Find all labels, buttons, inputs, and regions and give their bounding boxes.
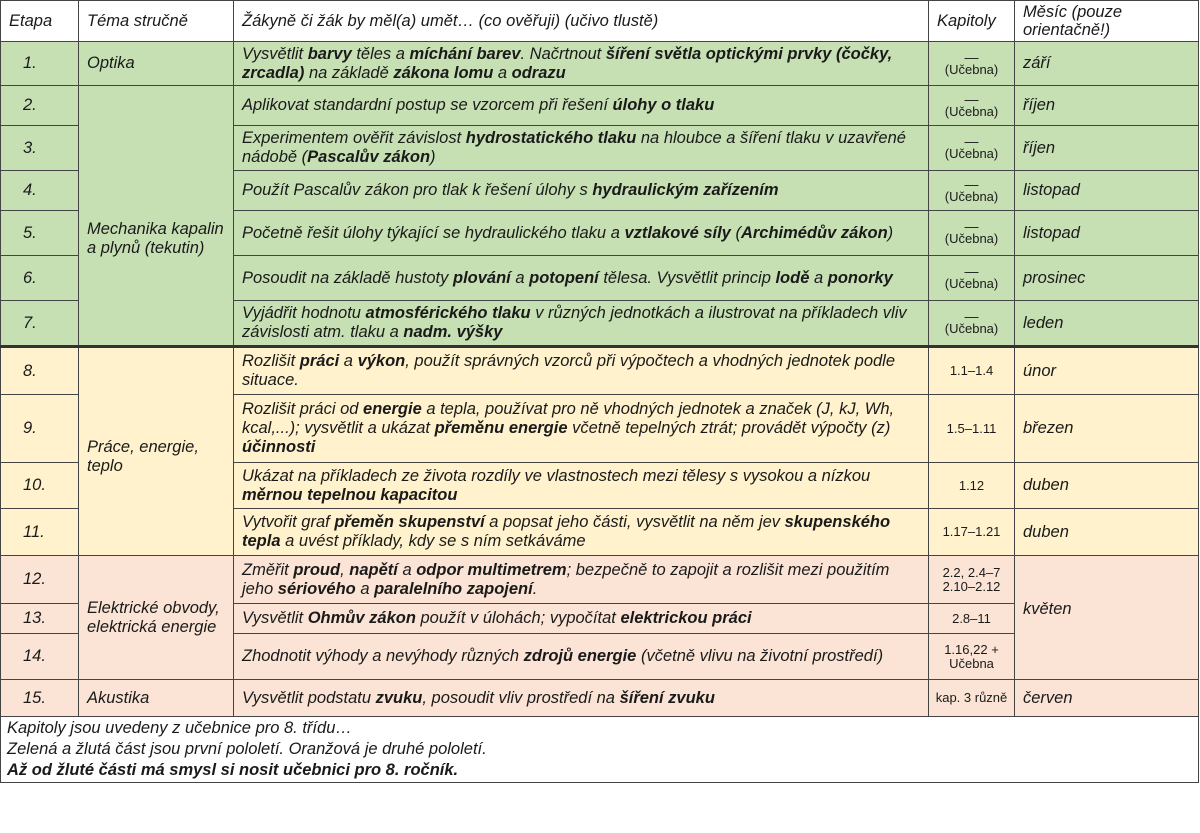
table-row [1, 680, 1199, 717]
row-description: Vyjádřit hodnotu atmosférického tlaku v různých jednotkách a ilustrovat na příkladech vliv závislosti atm. tlaku a nadm. výšky [234, 301, 929, 347]
table-row [1, 86, 1199, 126]
group-optika: Optika [79, 42, 234, 86]
bold-term: Ohmův zákon [307, 609, 416, 627]
row-description: Rozlišit práci a výkon, použít správných vzorců při výpočtech a vhodných jednotek podle situace. [234, 347, 929, 395]
row-etapa: 10. [1, 463, 79, 509]
bold-term: hydraulickým zařízením [592, 181, 779, 199]
bold-term: elektrickou práci [620, 609, 752, 627]
row-mesic: listopad [1015, 171, 1199, 211]
row-etapa: 4. [1, 171, 79, 211]
kap-text: (Učebna) [944, 321, 999, 336]
bold-term: plování [452, 268, 511, 287]
bold-term: odpor multimetrem [416, 560, 567, 579]
row-description: Aplikovat standardní postup se vzorcem při řešení úlohy o tlaku [234, 86, 929, 126]
row-mesic: červen [1015, 680, 1199, 717]
dash: — [964, 308, 979, 324]
row-etapa: 2. [1, 86, 79, 126]
row-etapa: 8. [1, 347, 79, 395]
table-row [1, 42, 1199, 86]
row-description: Změřit proud, napětí a odpor multimetrem; bezpečně to zapojit a rozlišit mezi použitím jeho sériového a paralelního zapojení. [234, 556, 929, 604]
bold-term: šíření světla optickými prvky (čočky, zrcadla) [242, 44, 893, 82]
note-3: Až od žluté části má smysl si nosit učebnici pro 8. ročník. [7, 761, 459, 779]
row-etapa: 6. [1, 256, 79, 301]
row-mesic: duben [1015, 463, 1199, 509]
bold-term: práci [299, 352, 340, 370]
bold-term: zákona lomu [393, 63, 494, 82]
kap-text: (Učebna) [944, 276, 999, 291]
row-kapitoly: 1.1–1.4 [929, 347, 1015, 395]
bold-term: zdrojů energie [523, 647, 637, 665]
bold-term: nadm. výšky [403, 323, 503, 341]
group-akustika: Akustika [79, 680, 234, 717]
bold-term: Pascalův zákon [307, 148, 431, 166]
bold-term: ponorky [827, 268, 893, 287]
bold-term: přeměn skupenství [334, 513, 485, 531]
row-mesic: prosinec [1015, 256, 1199, 301]
bold-term: sériového [277, 579, 356, 598]
row-mesic: duben [1015, 509, 1199, 556]
header-row [1, 1, 1199, 42]
row-etapa: 1. [1, 42, 79, 86]
dash: — [964, 133, 979, 149]
row-kapitoly: 1.5–1.11 [929, 395, 1015, 463]
row-description: Početně řešit úlohy týkající se hydraulického tlaku a vztlakové síly (Archimédův zákon) [234, 211, 929, 256]
bold-term: barvy [307, 44, 352, 63]
row-kapitoly [929, 171, 1015, 211]
row-mesic: říjen [1015, 126, 1199, 171]
bold-term: energie [363, 400, 422, 418]
note-2: Zelená a žlutá část jsou první pololetí. Oranžová je druhé pololetí. [7, 740, 487, 758]
kap-text: (Učebna) [944, 103, 999, 119]
bold-term: paralelního zapojení [374, 579, 533, 598]
header-tema: Téma stručně [79, 1, 234, 42]
bold-term: výkon [357, 352, 406, 370]
row-mesic: únor [1015, 347, 1199, 395]
row-etapa: 13. [1, 604, 79, 634]
row-description: Vytvořit graf přeměn skupenství a popsat jeho části, vysvětlit na něm jev skupenského tepla a uvést příklady, kdy se s ním setkáváme [234, 509, 929, 556]
row-description: Vysvětlit Ohmův zákon použít v úlohách; vypočítat elektrickou práci [234, 604, 929, 634]
bold-term: měrnou tepelnou kapacitou [242, 485, 458, 504]
row-etapa: 11. [1, 509, 79, 556]
kap-text: (Učebna) [944, 146, 999, 161]
bold-term: skupenského tepla [242, 513, 891, 550]
row-etapa: 7. [1, 301, 79, 347]
row-mesic: leden [1015, 301, 1199, 347]
row-mesic: září [1015, 42, 1199, 86]
row-kapitoly [929, 256, 1015, 301]
dash: — [964, 218, 979, 234]
bold-term: potopení [529, 268, 599, 287]
header-mesic: Měsíc (pouze orientačně!) [1015, 1, 1199, 42]
header-kapitoly: Kapitoly [929, 1, 1015, 42]
row-etapa: 15. [1, 680, 79, 717]
row-mesic: květen [1015, 556, 1199, 680]
dash: — [964, 263, 979, 279]
row-kapitoly: 1.17–1.21 [929, 509, 1015, 556]
row-mesic: říjen [1015, 86, 1199, 126]
header-popis: Žákyně či žák by měl(a) umět… (co ověřuji) (učivo tlustě) [234, 1, 929, 42]
row-kapitoly [929, 86, 1015, 126]
row-etapa: 9. [1, 395, 79, 463]
bold-term: odrazu [511, 63, 566, 82]
row-kapitoly: 1.16,22 + Učebna [929, 634, 1015, 680]
bold-term: atmosférického tlaku [365, 304, 531, 322]
bold-term: úlohy o tlaku [612, 96, 715, 114]
note-1: Kapitoly jsou uvedeny z učebnice pro 8. třídu… [7, 719, 352, 737]
row-kapitoly [929, 126, 1015, 171]
bold-term: šíření zvuku [619, 688, 715, 707]
row-description: Vysvětlit podstatu zvuku, posoudit vliv prostředí na šíření zvuku [234, 680, 929, 717]
row-description: Zhodnotit výhody a nevýhody různých zdrojů energie (včetně vlivu na životní prostředí) [234, 634, 929, 680]
bold-term: zvuku [375, 688, 423, 707]
table-row [1, 556, 1199, 604]
bold-term: Archimédův zákon [740, 223, 888, 242]
kap-text: (Učebna) [944, 188, 999, 204]
kap-text: (Učebna) [944, 231, 999, 246]
row-description: Ukázat na příkladech ze života rozdíly ve vlastnostech mezi tělesy s vysokou a nízkou měrnou tepelnou kapacitou [234, 463, 929, 509]
row-kapitoly: kap. 3 různě [929, 680, 1015, 717]
kap-text: (Učebna) [944, 61, 999, 77]
row-description: Použít Pascalův zákon pro tlak k řešení úlohy s hydraulickým zařízením [234, 171, 929, 211]
row-kapitoly [929, 301, 1015, 347]
bold-term: napětí [349, 560, 398, 579]
row-etapa: 14. [1, 634, 79, 680]
row-kapitoly [929, 42, 1015, 86]
bold-term: vztlakové síly [624, 223, 731, 242]
bold-term: lodě [775, 268, 810, 287]
group-prace: Práce, energie, teplo [79, 347, 234, 556]
bold-term: míchání barev [409, 44, 521, 63]
row-etapa: 5. [1, 211, 79, 256]
table-row [1, 347, 1199, 395]
notes-cell [1, 717, 1199, 783]
bold-term: přeměnu energie [434, 419, 568, 437]
row-kapitoly [929, 211, 1015, 256]
row-etapa: 3. [1, 126, 79, 171]
dash: — [964, 90, 979, 107]
row-description: Rozlišit práci od energie a tepla, používat pro ně vhodných jednotek a značek (J, kJ, Wh, kcal,...); vysvětlit a ukázat přeměnu energie včetně tepelných ztrát; provádět výpočty (z) účinnosti [234, 395, 929, 463]
row-mesic: listopad [1015, 211, 1199, 256]
notes-row [1, 717, 1199, 783]
bold-term: hydrostatického tlaku [465, 129, 637, 147]
bold-term: účinnosti [242, 438, 316, 456]
group-elektro: Elektrické obvody, elektrická energie [79, 556, 234, 680]
row-kapitoly: 1.12 [929, 463, 1015, 509]
row-description: Experimentem ověřit závislost hydrostatického tlaku na hloubce a šíření tlaku v uzavřené nádobě (Pascalův zákon) [234, 126, 929, 171]
row-kapitoly: 2.8–11 [929, 604, 1015, 634]
dash: — [964, 48, 979, 65]
row-mesic: březen [1015, 395, 1199, 463]
row-description: Posoudit na základě hustoty plování a potopení tělesa. Vysvětlit princip lodě a ponorky [234, 256, 929, 301]
row-description: Vysvětlit barvy těles a míchání barev. Načrtnout šíření světla optickými prvky (čočky, zrcadla) na základě zákona lomu a odrazu [234, 42, 929, 86]
header-etapa: Etapa [1, 1, 79, 42]
row-kapitoly: 2.2, 2.4–7 2.10–2.12 [929, 556, 1015, 604]
group-mechanika: Mechanika kapalin a plynů (tekutin) [79, 86, 234, 347]
row-etapa: 12. [1, 556, 79, 604]
dash: — [964, 175, 979, 192]
bold-term: proud [293, 560, 341, 579]
